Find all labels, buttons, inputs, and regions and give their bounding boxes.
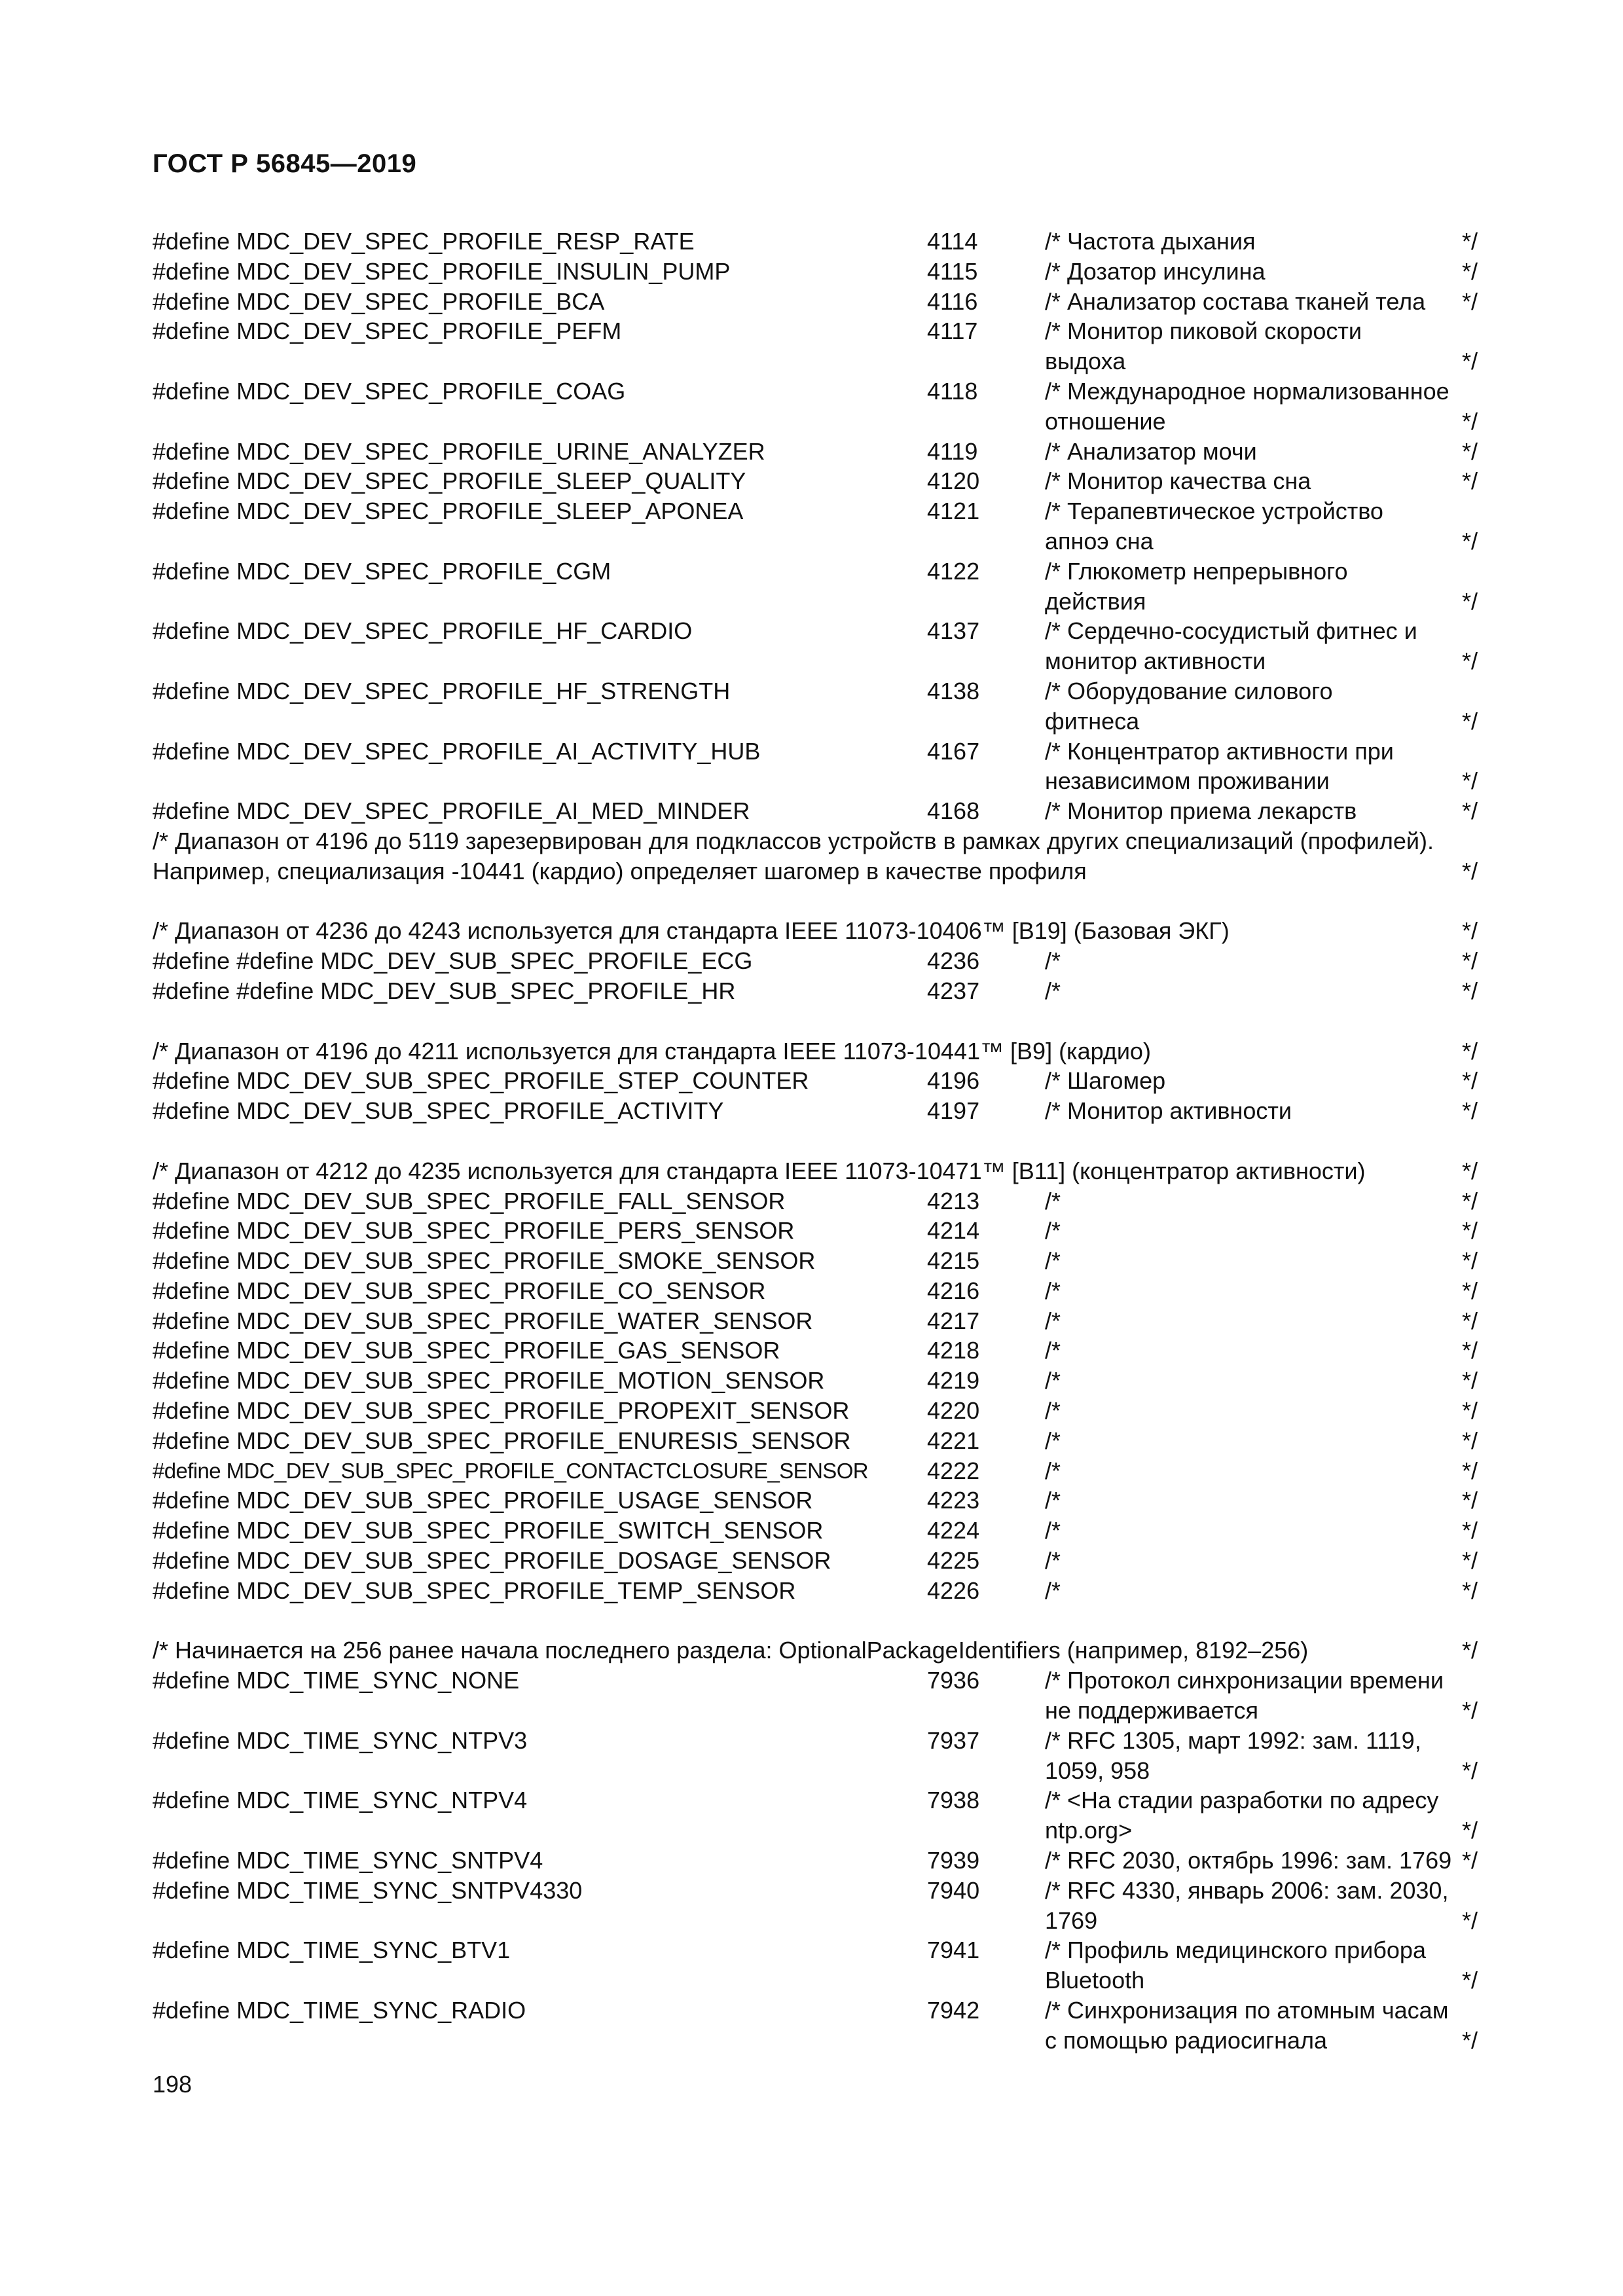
define-row: [153, 496, 1478, 556]
comment-line: /*: [1045, 1576, 1061, 1604]
define-name: #define MDC_DEV_SUB_SPEC_PROFILE_SMOKE_SENSOR: [153, 1247, 816, 1275]
comment-line: /* Синхронизация по атомным часам: [1045, 1997, 1449, 2024]
comment-close: */: [1461, 1247, 1478, 1275]
comment-close: */: [1461, 1757, 1478, 1784]
define-value: 4236: [927, 947, 980, 975]
comment-line: /*: [1045, 1397, 1061, 1425]
define-comment: [1045, 1426, 1438, 1456]
comment-close: */: [1461, 1697, 1478, 1724]
define-row: [153, 466, 1478, 496]
define-name: #define MDC_DEV_SUB_SPEC_PROFILE_PERS_SENSOR: [153, 1217, 795, 1245]
range-note: [153, 1036, 1478, 1066]
define-comment: [1045, 1336, 1438, 1366]
define-comment: [1045, 437, 1438, 467]
define-row: [153, 1396, 1478, 1426]
define-name: #define MDC_DEV_SPEC_PROFILE_AI_MED_MINDER: [153, 797, 750, 825]
comment-close: */: [1461, 1427, 1478, 1454]
define-name: #define #define MDC_DEV_SUB_SPEC_PROFILE_ECG: [153, 947, 753, 975]
comment-close: */: [1461, 1217, 1478, 1245]
define-name: #define MDC_TIME_SYNC_SNTPV4: [153, 1847, 543, 1874]
comment-line: /* RFC 2030, октябрь 1996: зам. 1769: [1045, 1847, 1452, 1874]
comment-close: */: [1461, 1967, 1478, 1994]
comment-close: */: [1461, 1517, 1478, 1544]
define-row: [153, 1516, 1478, 1546]
define-value: 4216: [927, 1277, 980, 1304]
define-value: 4122: [927, 557, 980, 585]
define-row: [153, 376, 1478, 437]
define-comment: [1045, 1306, 1438, 1336]
define-value: 7938: [927, 1787, 980, 1814]
define-comment: [1045, 1546, 1438, 1576]
comment-line: ntp.org>: [1045, 1817, 1133, 1844]
comment-line: /* <На стадии разработки по адресу: [1045, 1787, 1439, 1814]
comment-close: */: [1461, 917, 1478, 945]
define-row: [153, 676, 1478, 737]
define-row: [153, 1246, 1478, 1276]
define-row: [153, 1336, 1478, 1366]
define-row: [153, 1306, 1478, 1336]
comment-close: */: [1461, 1487, 1478, 1514]
comment-line: /*: [1045, 1517, 1061, 1544]
define-name: #define MDC_TIME_SYNC_NTPV3: [153, 1726, 528, 1754]
comment-line: не поддерживается: [1045, 1697, 1259, 1724]
define-row: [153, 1666, 1478, 1726]
define-name: #define MDC_DEV_SPEC_PROFILE_HF_CARDIO: [153, 617, 693, 645]
note-line: /* Начинается на 256 ранее начала последнего раздела: OptionalPackageIdentifiers (например, 8192–256): [153, 1637, 1309, 1664]
comment-close: */: [1461, 707, 1478, 735]
define-value: 7937: [927, 1726, 980, 1754]
define-value: 4224: [927, 1517, 980, 1544]
comment-line: /* Профиль медицинского прибора: [1045, 1937, 1426, 1964]
comment-line: /* Анализатор мочи: [1045, 437, 1257, 465]
note-line: /* Диапазон от 4236 до 4243 используется для стандарта IEEE 11073-10406™ [B19] (Базовая ЭКГ): [153, 917, 1230, 945]
define-comment: [1045, 257, 1438, 287]
comment-close: */: [1461, 1367, 1478, 1394]
define-row: [153, 556, 1478, 617]
comment-line: /* Сердечно-сосудистый фитнес и: [1045, 617, 1417, 645]
define-comment: [1045, 466, 1438, 496]
comment-close: */: [1461, 1547, 1478, 1575]
define-comment: [1045, 1785, 1438, 1846]
define-row: [153, 1456, 1478, 1486]
define-name: #define MDC_TIME_SYNC_SNTPV4330: [153, 1876, 583, 1904]
comment-close: */: [1461, 587, 1478, 615]
define-value: 4118: [927, 377, 978, 405]
comment-line: /*: [1045, 1307, 1061, 1334]
comment-close: */: [1461, 1906, 1478, 1934]
comment-close: */: [1461, 797, 1478, 825]
define-name: #define MDC_DEV_SUB_SPEC_PROFILE_CONTACTCLOSURE_SENSOR: [153, 1458, 869, 1483]
define-row: [153, 946, 1478, 976]
define-value: 7942: [927, 1997, 980, 2024]
define-name: #define MDC_DEV_SPEC_PROFILE_BCA: [153, 287, 605, 315]
comment-line: монитор активности: [1045, 647, 1266, 675]
comment-line: /* Протокол синхронизации времени: [1045, 1667, 1444, 1694]
comment-close: */: [1461, 257, 1478, 285]
comment-close: */: [1461, 348, 1478, 375]
comment-line: /*: [1045, 1547, 1061, 1575]
define-name: #define MDC_DEV_SUB_SPEC_PROFILE_WATER_SENSOR: [153, 1307, 813, 1334]
comment-line: /* RFC 4330, январь 2006: зам. 2030,: [1045, 1876, 1449, 1904]
range-note: [153, 1635, 1478, 1666]
define-name: #define MDC_DEV_SUB_SPEC_PROFILE_STEP_COUNTER: [153, 1067, 809, 1095]
define-name: #define MDC_DEV_SPEC_PROFILE_PEFM: [153, 318, 622, 345]
define-row: [153, 227, 1478, 257]
range-note-text: [153, 826, 1452, 886]
define-comment: [1045, 1276, 1438, 1306]
comment-line: /*: [1045, 1427, 1061, 1454]
define-comment: [1045, 1666, 1444, 1726]
define-name: #define MDC_DEV_SPEC_PROFILE_RESP_RATE: [153, 228, 695, 255]
define-row: [153, 1546, 1478, 1576]
define-comment: [1045, 946, 1438, 976]
comment-line: /*: [1045, 1217, 1061, 1245]
comment-close: */: [1461, 287, 1478, 315]
page-number: 198: [153, 2071, 192, 2098]
range-note-text: [153, 1635, 1452, 1666]
comment-close: */: [1461, 1157, 1478, 1184]
comment-line: отношение: [1045, 407, 1166, 435]
define-comment: [1045, 287, 1438, 317]
range-note: [153, 1156, 1478, 1186]
comment-line: /*: [1045, 977, 1061, 1004]
comment-close: */: [1461, 1817, 1478, 1844]
define-value: 4220: [927, 1397, 980, 1425]
define-name: #define MDC_DEV_SUB_SPEC_PROFILE_ACTIVITY: [153, 1097, 724, 1125]
note-line: /* Диапазон от 4196 до 5119 зарезервирован для подклассов устройств в рамках других специализаций (профилей).: [153, 827, 1434, 854]
define-comment: [1045, 316, 1438, 376]
define-comment: [1045, 676, 1438, 737]
comment-line: /*: [1045, 1337, 1061, 1364]
range-note: [153, 826, 1478, 886]
define-value: 4223: [927, 1487, 980, 1514]
comment-line: апноэ сна: [1045, 527, 1154, 555]
comment-line: независимом проживании: [1045, 767, 1330, 795]
define-row: [153, 1216, 1478, 1246]
define-name: #define MDC_DEV_SPEC_PROFILE_AI_ACTIVITY_HUB: [153, 737, 761, 765]
define-comment: [1045, 1726, 1438, 1786]
comment-line: /* Терапевтическое устройство: [1045, 498, 1383, 525]
define-comment: [1045, 616, 1438, 676]
comment-line: /* Глюкометр непрерывного: [1045, 557, 1348, 585]
define-row: [153, 1995, 1478, 2056]
comment-close: */: [1461, 467, 1478, 495]
define-value: 4121: [927, 498, 980, 525]
define-value: 4116: [927, 287, 978, 315]
range-note: [153, 916, 1478, 946]
define-value: 4215: [927, 1247, 980, 1275]
define-row: [153, 1066, 1478, 1096]
define-comment: [1045, 1096, 1438, 1126]
define-value: 4217: [927, 1307, 980, 1334]
define-row: [153, 257, 1478, 287]
comment-close: */: [1461, 1576, 1478, 1604]
comment-line: /*: [1045, 1247, 1061, 1275]
note-line: /* Диапазон от 4212 до 4235 используется для стандарта IEEE 11073-10471™ [B11] (концентратор активности): [153, 1157, 1366, 1184]
range-note-text: [153, 916, 1452, 946]
define-comment: [1045, 1066, 1438, 1096]
define-name: #define MDC_DEV_SUB_SPEC_PROFILE_MOTION_SENSOR: [153, 1367, 825, 1394]
define-value: 4196: [927, 1067, 980, 1095]
define-name: #define MDC_TIME_SYNC_RADIO: [153, 1997, 526, 2024]
comment-close: */: [1461, 947, 1478, 975]
define-comment: [1045, 796, 1438, 826]
comment-line: /* Оборудование силового: [1045, 677, 1333, 704]
comment-line: /*: [1045, 1277, 1061, 1304]
define-row: [153, 1096, 1478, 1126]
note-line: Например, специализация -10441 (кардио) определяет шагомер в качестве профиля: [153, 857, 1087, 884]
define-value: 4222: [927, 1457, 980, 1484]
comment-line: /* Монитор приема лекарств: [1045, 797, 1357, 825]
define-value: 4218: [927, 1337, 980, 1364]
define-value: 4117: [927, 318, 978, 345]
note-line: /* Диапазон от 4196 до 4211 используется для стандарта IEEE 11073-10441™ [B9] (кардио): [153, 1037, 1151, 1065]
comment-line: /*: [1045, 1187, 1061, 1214]
define-name: #define MDC_DEV_SPEC_PROFILE_URINE_ANALYZER: [153, 437, 765, 465]
define-value: 4119: [927, 437, 978, 465]
define-row: [153, 616, 1478, 676]
comment-line: /* Концентратор активности при: [1045, 737, 1394, 765]
range-note-text: [153, 1156, 1452, 1186]
comment-line: /* Монитор пиковой скорости: [1045, 318, 1362, 345]
comment-close: */: [1461, 228, 1478, 255]
comment-line: /* Монитор активности: [1045, 1097, 1292, 1125]
define-row: [153, 1785, 1478, 1846]
define-value: 4168: [927, 797, 980, 825]
define-value: 4225: [927, 1547, 980, 1575]
comment-line: фитнеса: [1045, 707, 1140, 735]
define-comment: [1045, 1935, 1438, 1995]
define-row: [153, 1876, 1478, 1936]
define-value: 4114: [927, 228, 978, 255]
comment-close: */: [1461, 1637, 1478, 1664]
comment-line: /* Монитор качества сна: [1045, 467, 1311, 495]
define-name: #define MDC_DEV_SUB_SPEC_PROFILE_CO_SENSOR: [153, 1277, 766, 1304]
comment-line: /* Дозатор инсулина: [1045, 257, 1266, 285]
define-name: #define MDC_DEV_SUB_SPEC_PROFILE_DOSAGE_SENSOR: [153, 1547, 831, 1575]
define-comment: [1045, 1396, 1438, 1426]
comment-line: Bluetooth: [1045, 1967, 1145, 1994]
define-value: 7940: [927, 1876, 980, 1904]
comment-line: /* Международное нормализованное: [1045, 377, 1450, 405]
define-value: 4120: [927, 467, 980, 495]
define-value: 4197: [927, 1097, 980, 1125]
comment-close: */: [1461, 767, 1478, 795]
comment-line: /* RFC 1305, март 1992: зам. 1119,: [1045, 1726, 1421, 1754]
define-value: 4213: [927, 1187, 980, 1214]
comment-close: */: [1461, 1307, 1478, 1334]
define-name: #define MDC_DEV_SUB_SPEC_PROFILE_FALL_SENSOR: [153, 1187, 786, 1214]
define-comment: [1045, 976, 1438, 1006]
comment-close: */: [1461, 1277, 1478, 1304]
define-comment: [1045, 1246, 1438, 1276]
range-note-text: [153, 1036, 1452, 1066]
define-name: #define MDC_DEV_SPEC_PROFILE_SLEEP_QUALITY: [153, 467, 746, 495]
define-row: [153, 1846, 1478, 1876]
define-comment: [1045, 1216, 1438, 1246]
define-name: #define MDC_DEV_SUB_SPEC_PROFILE_GAS_SENSOR: [153, 1337, 780, 1364]
comment-close: */: [1461, 2026, 1478, 2054]
define-value: 4167: [927, 737, 980, 765]
define-row: [153, 316, 1478, 376]
define-name: #define MDC_TIME_SYNC_BTV1: [153, 1937, 511, 1964]
define-name: #define MDC_DEV_SUB_SPEC_PROFILE_PROPEXIT_SENSOR: [153, 1397, 850, 1425]
define-comment: [1045, 227, 1438, 257]
comment-line: /*: [1045, 947, 1061, 975]
define-value: 4226: [927, 1576, 980, 1604]
comment-close: */: [1461, 1397, 1478, 1425]
define-name: #define MDC_DEV_SPEC_PROFILE_COAG: [153, 377, 626, 405]
document-header: ГОСТ Р 56845—2019: [153, 149, 417, 178]
define-name: #define MDC_DEV_SUB_SPEC_PROFILE_SWITCH_SENSOR: [153, 1517, 824, 1544]
define-row: [153, 1426, 1478, 1456]
define-value: 4219: [927, 1367, 980, 1394]
define-row: [153, 1366, 1478, 1396]
define-comment: [1045, 1485, 1438, 1516]
define-comment: [1045, 496, 1438, 556]
define-name: #define MDC_DEV_SPEC_PROFILE_CGM: [153, 557, 611, 585]
define-row: [153, 1186, 1478, 1216]
define-row: [153, 1935, 1478, 1995]
comment-close: */: [1461, 1457, 1478, 1484]
define-value: 7941: [927, 1937, 980, 1964]
comment-line: действия: [1045, 587, 1146, 615]
define-row: [153, 1485, 1478, 1516]
comment-close: */: [1461, 1097, 1478, 1125]
comment-line: выдоха: [1045, 348, 1126, 375]
define-value: 4214: [927, 1217, 980, 1245]
define-row: [153, 976, 1478, 1006]
define-comment: [1045, 1576, 1438, 1606]
comment-close: */: [1461, 1037, 1478, 1065]
define-comment: [1045, 1366, 1438, 1396]
comment-line: /* Частота дыхания: [1045, 228, 1256, 255]
comment-line: /*: [1045, 1457, 1061, 1484]
define-row: [153, 437, 1478, 467]
define-comment: [1045, 1516, 1438, 1546]
define-name: #define #define MDC_DEV_SUB_SPEC_PROFILE_HR: [153, 977, 736, 1004]
define-name: #define MDC_TIME_SYNC_NONE: [153, 1667, 520, 1694]
comment-close: */: [1461, 1067, 1478, 1095]
define-comment: [1045, 1846, 1452, 1876]
define-name: #define MDC_TIME_SYNC_NTPV4: [153, 1787, 528, 1814]
define-name: #define MDC_DEV_SPEC_PROFILE_HF_STRENGTH: [153, 677, 731, 704]
define-name: #define MDC_DEV_SUB_SPEC_PROFILE_TEMP_SENSOR: [153, 1576, 796, 1604]
define-value: 4115: [927, 257, 978, 285]
define-value: 4137: [927, 617, 980, 645]
define-row: [153, 1726, 1478, 1786]
comment-line: с помощью радиосигнала: [1045, 2026, 1328, 2054]
comment-close: */: [1461, 437, 1478, 465]
define-row: [153, 287, 1478, 317]
define-comment: [1045, 1995, 1449, 2056]
define-value: 7936: [927, 1667, 980, 1694]
define-value: 4221: [927, 1427, 980, 1454]
define-row: [153, 796, 1478, 826]
comment-line: /* Анализатор состава тканей тела: [1045, 287, 1426, 315]
comment-close: */: [1461, 407, 1478, 435]
define-comment: [1045, 556, 1438, 617]
define-row: [153, 737, 1478, 797]
define-name: #define MDC_DEV_SUB_SPEC_PROFILE_ENURESIS_SENSOR: [153, 1427, 851, 1454]
comment-line: /* Шагомер: [1045, 1067, 1166, 1095]
define-name: #define MDC_DEV_SPEC_PROFILE_SLEEP_APONEA: [153, 498, 744, 525]
comment-close: */: [1461, 1847, 1478, 1874]
comment-line: 1059, 958: [1045, 1757, 1150, 1784]
define-comment: [1045, 1186, 1438, 1216]
define-comment: [1045, 1876, 1449, 1936]
define-comment: [1045, 737, 1438, 797]
define-row: [153, 1276, 1478, 1306]
comment-close: */: [1461, 647, 1478, 675]
define-comment: [1045, 1456, 1438, 1486]
comment-close: */: [1461, 977, 1478, 1004]
define-name: #define MDC_DEV_SUB_SPEC_PROFILE_USAGE_SENSOR: [153, 1487, 813, 1514]
comment-close: */: [1461, 527, 1478, 555]
comment-line: 1769: [1045, 1906, 1098, 1934]
comment-close: */: [1461, 1187, 1478, 1214]
comment-close: */: [1461, 857, 1478, 884]
define-value: 4237: [927, 977, 980, 1004]
comment-close: */: [1461, 1337, 1478, 1364]
define-value: 4138: [927, 677, 980, 704]
define-row: [153, 1576, 1478, 1606]
define-name: #define MDC_DEV_SPEC_PROFILE_INSULIN_PUMP: [153, 257, 731, 285]
comment-line: /*: [1045, 1367, 1061, 1394]
define-value: 7939: [927, 1847, 980, 1874]
define-comment: [1045, 376, 1450, 437]
code-listing: [153, 227, 1478, 2056]
comment-line: /*: [1045, 1487, 1061, 1514]
